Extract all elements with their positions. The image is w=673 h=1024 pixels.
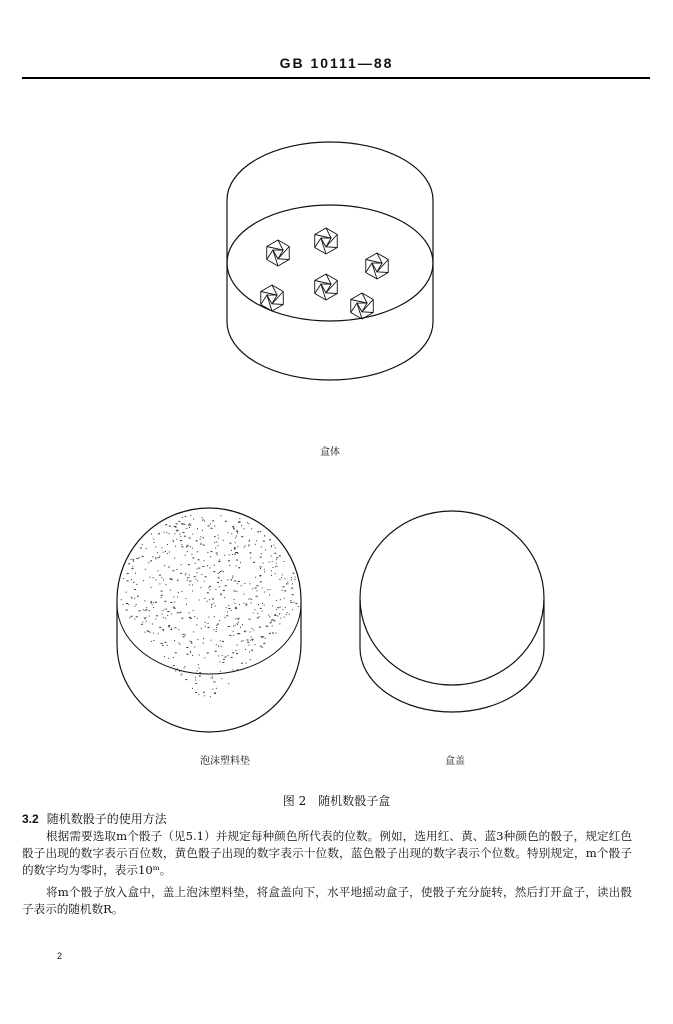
section-title: 随机数骰子的使用方法 xyxy=(46,812,167,826)
section-heading xyxy=(22,810,167,827)
figure-title: 图 2 随机数骰子盒 xyxy=(282,794,391,808)
paragraph-shaking-procedure: 将m个骰子放入盒中，盖上泡沫塑料垫，将盒盖向下，水平地摇动盒子，使骰子充分旋转，然后打开盒子，读出骰子表示的随机数R。 xyxy=(22,885,632,916)
section-number: 3.2 xyxy=(22,812,39,826)
standard-code-header: GB 10111—88 xyxy=(279,55,394,71)
box-body-inner-floor xyxy=(227,205,433,321)
box-body-bottom-edge xyxy=(227,322,433,380)
die-2 xyxy=(315,228,338,254)
lid-caption: 盒盖 xyxy=(445,756,465,767)
die-3 xyxy=(366,253,389,279)
paragraph-selection-rules: 根据需要选取m个骰子（见5.1）并规定每种颜色所代表的位数。例如，选用红、黄、蓝3种颜色的骰子，规定红色骰子出现的数字表示百位数，黄色骰子出现的数字表示十位数，蓝色骰子出现的数字表示个位数。特别规定，m个骰子的数字均为零时，表示10ᵐ。 xyxy=(22,829,632,877)
page-number: 2 xyxy=(57,951,63,961)
lid-drawing xyxy=(360,511,544,712)
foam-pad-drawing xyxy=(117,508,301,732)
box-body-caption: 盒体 xyxy=(320,447,340,458)
box-body-drawing xyxy=(227,142,433,380)
foam-pad-caption: 泡沫塑料垫 xyxy=(200,756,250,767)
box-body-rim xyxy=(227,142,433,200)
die-1 xyxy=(267,240,290,266)
dice-group xyxy=(261,228,389,319)
die-6 xyxy=(351,293,374,319)
die-4 xyxy=(315,274,338,300)
